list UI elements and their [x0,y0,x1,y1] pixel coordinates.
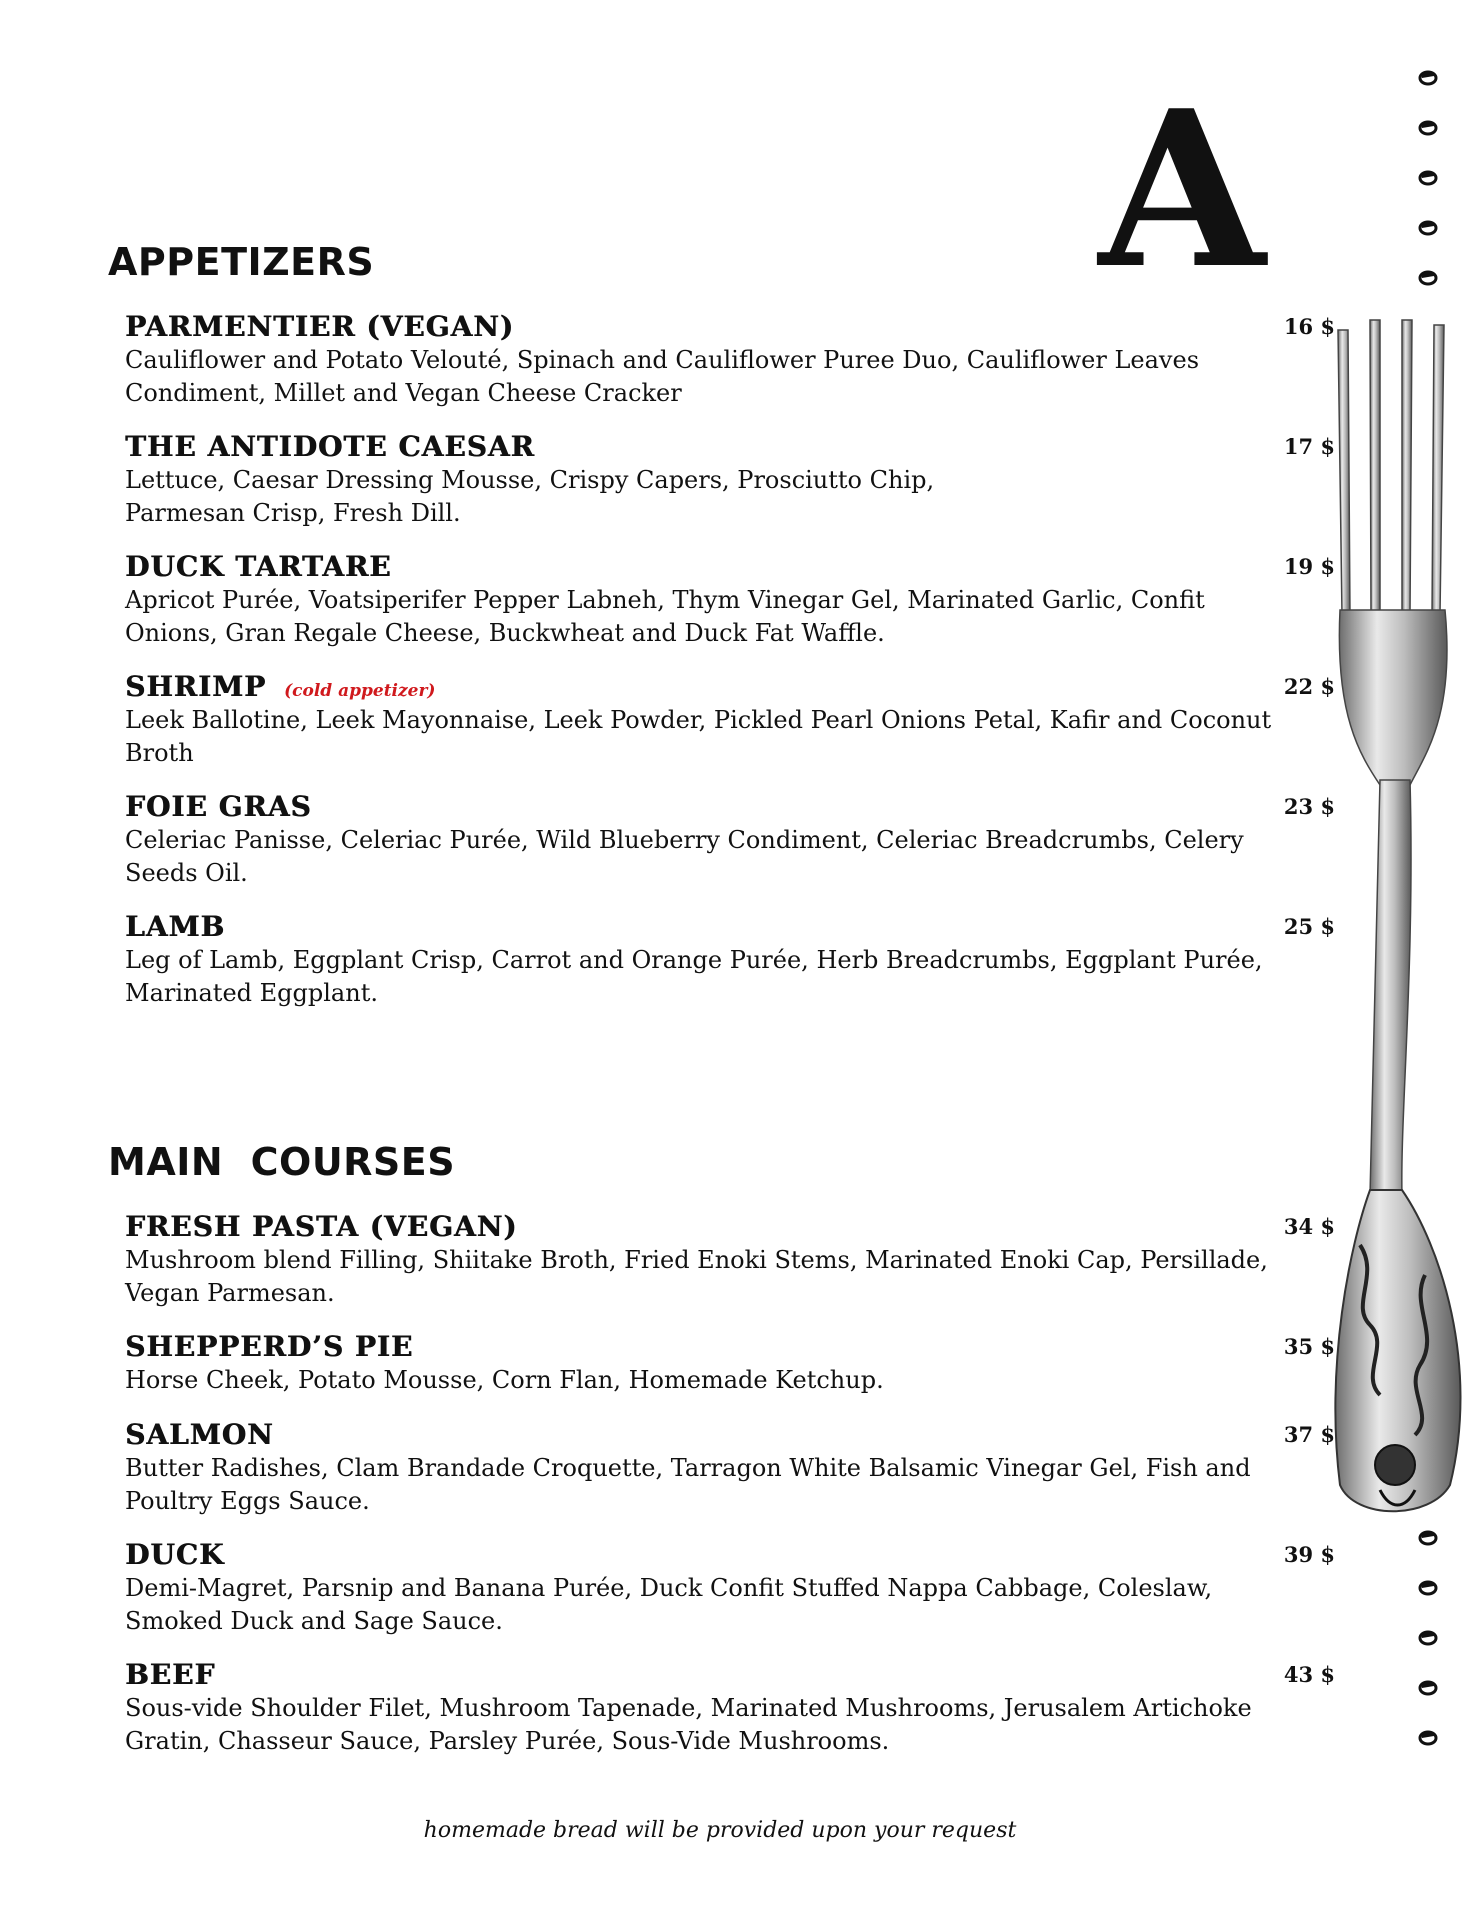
item-description: Lettuce, Caesar Dressing Mousse, Crispy Capers, Prosciutto Chip, Parmesan Crisp, Fresh Dill. [125,466,935,527]
item-name: FRESH PASTA (VEGAN) [125,1210,518,1243]
binding-ring-icon [1418,170,1438,186]
item-name: SHEPPERD’S PIE [125,1330,414,1363]
item-name: LAMB [125,910,226,943]
item-name: PARMENTIER (VEGAN) [125,310,515,343]
item-description: Celeriac Panisse, Celeriac Purée, Wild Blueberry Condiment, Celeriac Breadcrumbs, Celery Seeds Oil. [125,826,1244,887]
item-price: 19 $ [1283,554,1335,579]
binding-ring-icon [1418,1630,1438,1646]
binding-ring-icon [1418,1530,1438,1546]
binding-ring-icon [1418,120,1438,136]
binding-ring-icon [1418,220,1438,236]
item-price: 43 $ [1283,1662,1335,1687]
fork-illustration [1330,315,1480,1525]
section-title-appetizers: APPETIZERS [108,240,375,284]
footer-note: homemade bread will be provided upon your request [423,1818,1017,1843]
binding-ring-icon [1418,1730,1438,1746]
menu-item [125,550,1335,650]
menu-item [125,1538,1335,1638]
binding-ring-icon [1418,1680,1438,1696]
item-name: DUCK TARTARE [125,550,392,583]
section-title-main-courses: MAIN COURSES [108,1140,456,1184]
item-description: Demi-Magret, Parsnip and Banana Purée, Duck Confit Stuffed Nappa Cabbage, Coleslaw, Smoked Duck and Sage Sauce. [125,1574,1213,1635]
item-description: Leek Ballotine, Leek Mayonnaise, Leek Powder, Pickled Pearl Onions Petal, Kafir and Coconut Broth [125,706,1272,767]
binding-ring-icon [1418,1580,1438,1596]
item-price: 23 $ [1283,794,1335,819]
menu-item [125,430,1335,530]
item-price: 34 $ [1283,1214,1335,1239]
item-price: 35 $ [1283,1334,1335,1359]
item-name: BEEF [125,1658,216,1691]
item-price: 39 $ [1283,1542,1335,1567]
item-price: 37 $ [1283,1422,1335,1447]
menu-item [125,310,1335,410]
item-description: Mushroom blend Filling, Shiitake Broth, Fried Enoki Stems, Marinated Enoki Cap, Persillade, Vegan Parmesan. [125,1246,1268,1307]
menu-item [125,1210,1335,1310]
menu-item [125,910,1335,1010]
decorative-letter-logo [1085,80,1280,280]
binding-ring-icon [1418,70,1438,86]
menu-item [125,790,1335,890]
item-description: Apricot Purée, Voatsiperifer Pepper Labneh, Thym Vinegar Gel, Marinated Garlic, Confit Onions, Gran Regale Cheese, Buckwheat and Duck Fat Waffle. [125,586,1205,647]
menu-item [125,1658,1335,1758]
logo-letter: A [1098,80,1266,280]
item-name: DUCK [125,1538,225,1571]
menu-item [125,1330,1335,1397]
item-note: (cold appetizer) [284,681,436,701]
item-name: THE ANTIDOTE CAESAR [125,430,535,463]
menu-item [125,670,1335,770]
item-price: 17 $ [1283,434,1335,459]
menu-item [125,1418,1335,1518]
item-description: Butter Radishes, Clam Brandade Croquette, Tarragon White Balsamic Vinegar Gel, Fish and Poultry Eggs Sauce. [125,1454,1251,1515]
item-price: 22 $ [1283,674,1335,699]
item-name: SALMON [125,1418,274,1451]
item-description: Leg of Lamb, Eggplant Crisp, Carrot and Orange Purée, Herb Breadcrumbs, Eggplant Purée, Marinated Eggplant. [125,946,1263,1007]
item-name: FOIE GRAS [125,790,312,823]
item-price: 25 $ [1283,914,1335,939]
item-description: Horse Cheek, Potato Mousse, Corn Flan, Homemade Ketchup. [125,1366,884,1394]
binding-ring-icon [1418,270,1438,286]
item-description: Cauliflower and Potato Velouté, Spinach and Cauliflower Puree Duo, Cauliflower Leaves Condiment, Millet and Vegan Cheese Cracker [125,346,1200,407]
item-name: SHRIMP [125,670,267,703]
item-price: 16 $ [1283,314,1335,339]
item-description: Sous-vide Shoulder Filet, Mushroom Tapenade, Marinated Mushrooms, Jerusalem Artichoke Gratin, Chasseur Sauce, Parsley Purée, Sous-Vide Mushrooms. [125,1694,1252,1755]
